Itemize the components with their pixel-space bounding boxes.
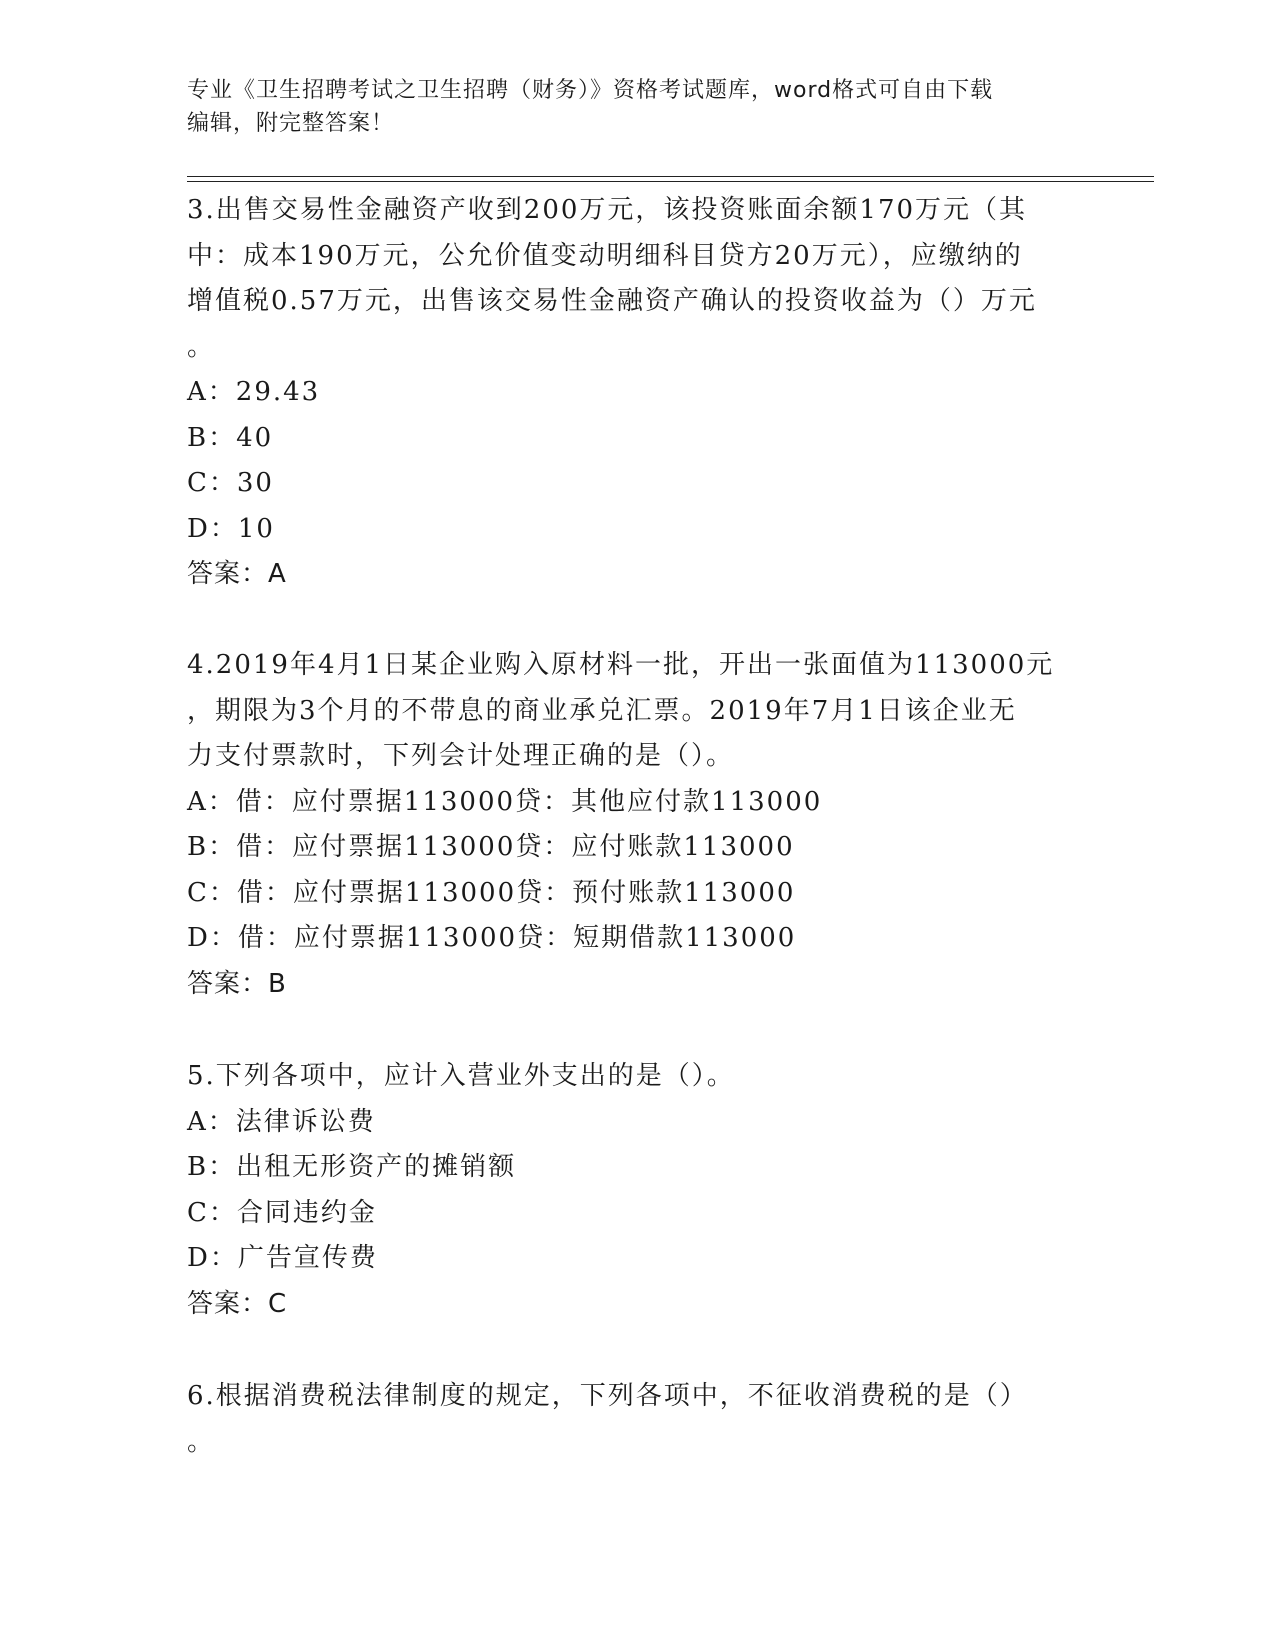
option-a: A：29.43 xyxy=(187,377,321,407)
option-b: B：40 xyxy=(187,422,274,453)
question-stem-line: 4.2019年4月1日某企业购入原材料一批，开出一张面值为113000元 xyxy=(187,650,1055,680)
option-a: A：法律诉讼费 xyxy=(187,1106,376,1137)
header-line-2: 编辑，附完整答案！ xyxy=(187,111,395,136)
question-stem-line: 中：成本190万元，公允价值变动明细科目贷方20万元），应缴纳的 xyxy=(187,240,1023,271)
option-a: A：借：应付票据113000贷：其他应付款113000 xyxy=(187,786,823,817)
header-divider-bottom xyxy=(187,181,1154,182)
option-c: C：借：应付票据113000贷：预付账款113000 xyxy=(187,877,796,908)
option-d: D：借：应付票据113000贷：短期借款113000 xyxy=(187,923,797,953)
question-stem-line: 。 xyxy=(187,1426,216,1457)
option-c: C：合同违约金 xyxy=(187,1197,377,1228)
question-stem-line: 增值税0.57万元，出售该交易性金融资产确认的投资收益为（）万元 xyxy=(187,286,1037,316)
header-line-1: 专业《卫生招聘考试之卫生招聘（财务）》资格考试题库，word格式可自由下载 xyxy=(187,78,994,103)
answer-line: 答案：A xyxy=(187,559,287,589)
question-stem-line: 力支付票款时，下列会计处理正确的是（）。 xyxy=(187,741,735,771)
document-header xyxy=(187,74,1077,140)
question-stem-line: ，期限为3个月的不带息的商业承兑汇票。2019年7月1日该企业无 xyxy=(187,695,1017,726)
question-6 xyxy=(187,1374,1087,1465)
question-4 xyxy=(187,643,1087,1007)
question-stem-line: 3.出售交易性金融资产收到200万元，该投资账面余额170万元（其 xyxy=(187,195,1028,225)
option-b: B：借：应付票据113000贷：应付账款113000 xyxy=(187,832,795,862)
answer-line: 答案：B xyxy=(187,968,287,999)
question-stem-line: 。 xyxy=(187,331,216,362)
question-5 xyxy=(187,1054,1087,1327)
option-b: B：出租无形资产的摊销额 xyxy=(187,1152,517,1182)
header-divider-top xyxy=(187,176,1154,177)
question-stem-line: 5.下列各项中，应计入营业外支出的是（）。 xyxy=(187,1061,735,1091)
question-stem-line: 6.根据消费税法律制度的规定，下列各项中，不征收消费税的是（） xyxy=(187,1381,1028,1411)
option-d: D：广告宣传费 xyxy=(187,1243,378,1273)
answer-line: 答案：C xyxy=(187,1288,288,1319)
question-3 xyxy=(187,188,1087,598)
option-d: D：10 xyxy=(187,513,275,544)
option-c: C：30 xyxy=(187,468,274,498)
